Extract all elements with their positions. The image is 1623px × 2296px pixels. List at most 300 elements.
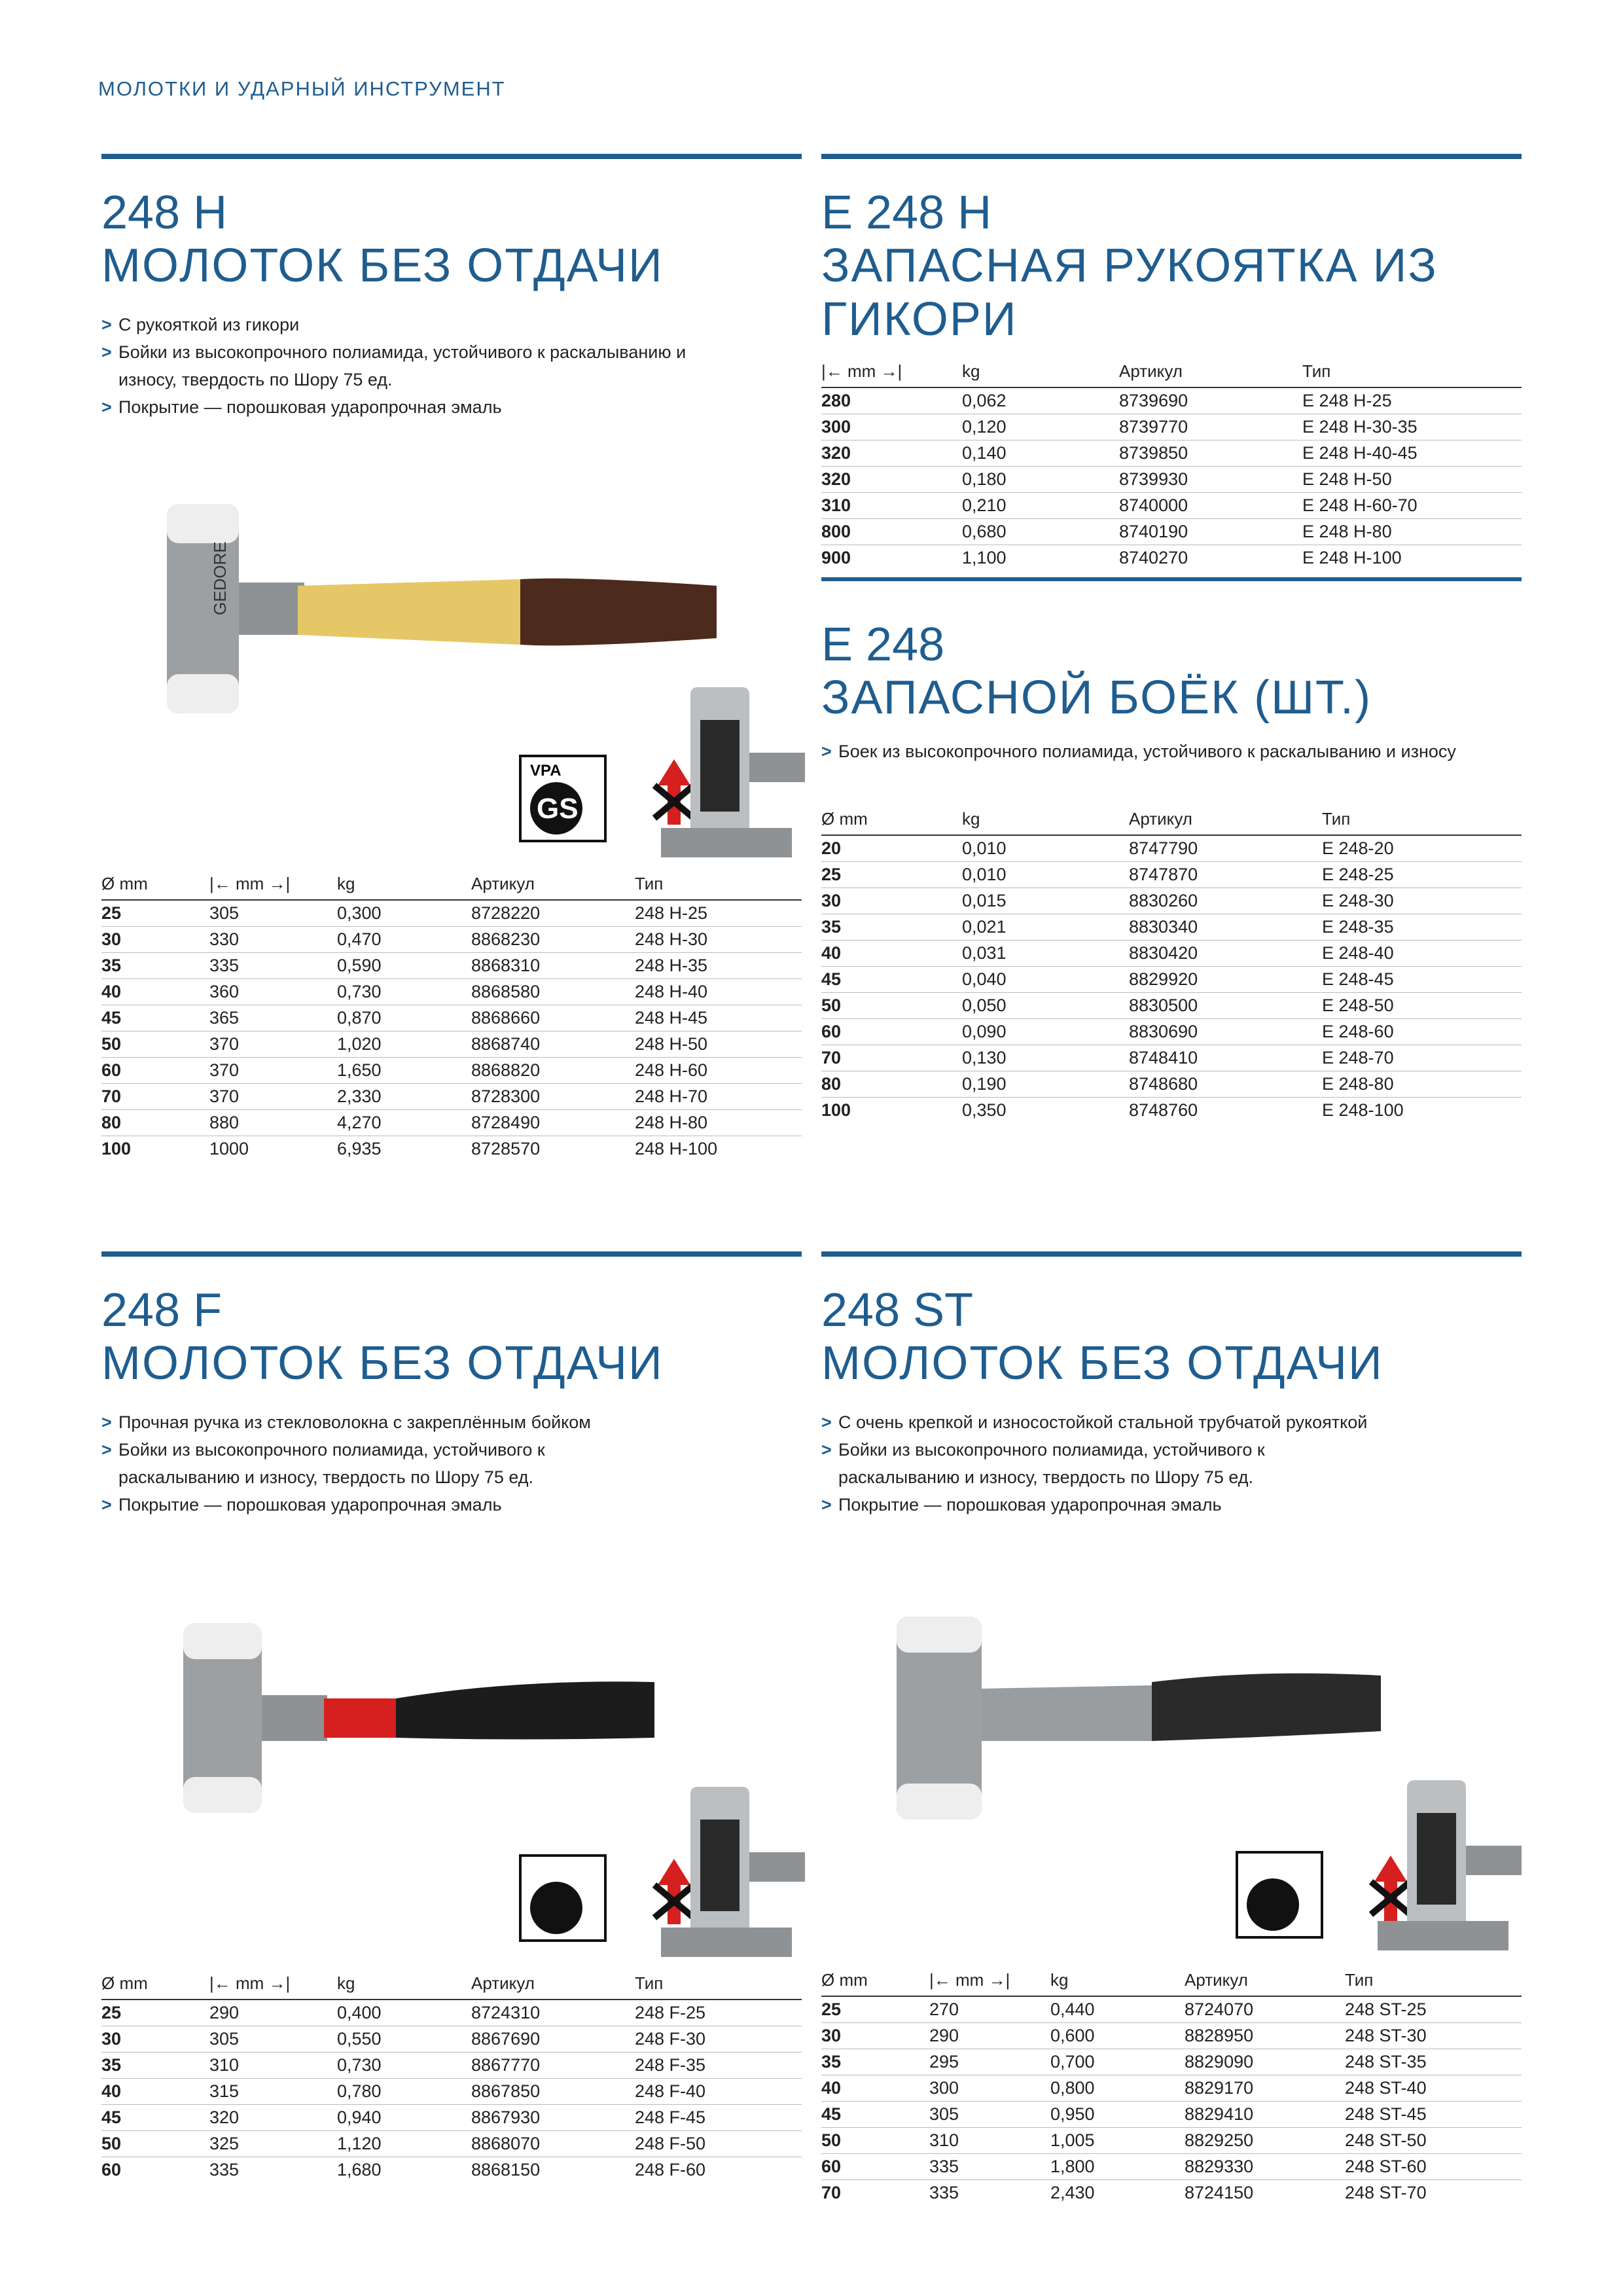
product-title: ЗАПАСНАЯ РУКОЯТКА ИЗ <box>821 240 1438 292</box>
table-cell: 30 <box>821 2023 929 2049</box>
table-cell: 8868660 <box>471 1005 635 1031</box>
gs-certification-icon <box>517 753 609 844</box>
table-cell: 248 H-80 <box>635 1110 802 1136</box>
table-cell: 0,180 <box>962 467 1119 493</box>
table-cell: 305 <box>209 2026 337 2053</box>
table-cell: 8748680 <box>1129 1071 1322 1098</box>
feature-list <box>101 311 802 421</box>
table-cell: E 248-25 <box>1322 862 1522 888</box>
table-cell: 248 H-45 <box>635 1005 802 1031</box>
product-code: 248 F <box>101 1284 223 1336</box>
table-cell: E 248-70 <box>1322 1045 1522 1071</box>
table-cell: 248 H-70 <box>635 1084 802 1110</box>
table-row <box>101 2157 802 2183</box>
spec-table <box>101 1970 802 2183</box>
table-cell: 280 <box>821 387 962 414</box>
table-cell: 8724310 <box>471 2000 635 2026</box>
table-cell: 325 <box>209 2131 337 2157</box>
table-cell: 60 <box>101 1058 209 1084</box>
col-diameter: Ø mm <box>101 1970 209 2000</box>
table-cell: 360 <box>209 979 337 1005</box>
table-cell: 248 ST-30 <box>1345 2023 1522 2049</box>
table-cell: 70 <box>821 2183 842 2202</box>
table-cell: 370 <box>209 1031 337 1058</box>
table-cell: 35 <box>821 914 962 941</box>
col-diameter: Ø mm <box>821 806 962 835</box>
table-cell: 248 ST-70 <box>1345 2183 1427 2202</box>
table-cell: E 248-60 <box>1322 1019 1522 1045</box>
table-cell: 248 F-50 <box>635 2131 802 2157</box>
table-row <box>821 440 1522 467</box>
table-248f <box>101 1970 802 2183</box>
section-e248 <box>821 619 1522 1123</box>
spec-table <box>101 870 802 1162</box>
table-cell: 310 <box>209 2053 337 2079</box>
table-cell: 8868820 <box>471 1058 635 1084</box>
table-cell: E 248-35 <box>1322 914 1522 941</box>
table-cell: E 248 H-25 <box>1302 387 1522 414</box>
table-cell: 8728300 <box>471 1084 635 1110</box>
table-cell: 2,430 <box>1050 2183 1095 2202</box>
table-row <box>821 914 1522 941</box>
product-code: 248 ST <box>821 1284 974 1336</box>
table-cell: 0,600 <box>1050 2023 1185 2049</box>
table-row <box>821 967 1522 993</box>
table-cell: 8829330 <box>1185 2154 1345 2180</box>
table-cell: E 248 H-80 <box>1302 519 1522 545</box>
table-cell: 1,020 <box>337 1031 471 1058</box>
table-cell: 8868230 <box>471 927 635 953</box>
table-cell: 310 <box>821 493 962 519</box>
table-cell: 70 <box>821 1045 962 1071</box>
table-cell: 8867850 <box>471 2079 635 2105</box>
table-cell: 335 <box>209 953 337 979</box>
table-cell: 8830690 <box>1129 1019 1322 1045</box>
table-cell: 45 <box>821 967 962 993</box>
section-rule <box>101 1251 802 1257</box>
col-diameter: Ø mm <box>821 1967 929 1996</box>
table-cell: 290 <box>929 2023 1050 2049</box>
table-cell: 30 <box>101 2026 209 2053</box>
table-cell: 0,550 <box>337 2026 471 2053</box>
table-cell: 8829250 <box>1185 2128 1345 2154</box>
table-cell: 100 <box>821 1100 851 1120</box>
table-row <box>101 2105 802 2131</box>
product-title-line2: ГИКОРИ <box>821 293 1018 346</box>
table-cell: 8740190 <box>1119 519 1302 545</box>
col-weight: kg <box>337 1970 471 2000</box>
table-row <box>101 1136 802 1162</box>
table-cell: 25 <box>101 900 209 927</box>
table-row <box>821 835 1522 862</box>
table-cell: 0,730 <box>337 979 471 1005</box>
table-cell: 330 <box>209 927 337 953</box>
section-rule <box>821 154 1522 159</box>
col-weight: kg <box>962 358 1119 387</box>
hammer-248h-image <box>154 497 730 720</box>
col-type: Тип <box>1322 806 1522 835</box>
table-cell: E 248-80 <box>1322 1071 1522 1098</box>
table-row <box>101 1031 802 1058</box>
table-cell: 320 <box>821 467 962 493</box>
table-cell: 8830420 <box>1129 941 1322 967</box>
gs-certification-icon <box>517 1852 609 1944</box>
table-cell: 8829090 <box>1185 2049 1345 2075</box>
table-cell: 50 <box>821 2128 929 2154</box>
col-weight: kg <box>962 806 1129 835</box>
table-cell: 8867930 <box>471 2105 635 2131</box>
table-cell: 320 <box>209 2105 337 2131</box>
table-cell: 248 H-40 <box>635 979 802 1005</box>
table-cell: 1,800 <box>1050 2154 1185 2180</box>
table-cell: 320 <box>821 440 962 467</box>
table-cell: 40 <box>821 2075 929 2102</box>
table-row <box>101 2026 802 2053</box>
table-cell: 25 <box>821 1996 929 2023</box>
table-cell: 30 <box>821 888 962 914</box>
table-cell: 300 <box>821 414 962 440</box>
table-cell: 35 <box>821 2049 929 2075</box>
col-type: Тип <box>635 870 802 900</box>
table-cell: 365 <box>209 1005 337 1031</box>
table-cell: 248 F-25 <box>635 2000 802 2026</box>
feature-item: > Прочная ручка из стекловолокна с закреплённым бойком <box>101 1408 802 1436</box>
feature-item: > Бойки из высокопрочного полиамида, устойчивого к раскалыванию и износу, твердость по Шору 75 ед. <box>101 1436 629 1491</box>
table-cell: 248 F-35 <box>635 2053 802 2079</box>
table-cell: E 248-30 <box>1322 888 1522 914</box>
spec-table <box>821 806 1522 1123</box>
col-article: Артикул <box>1119 358 1302 387</box>
table-cell: 335 <box>209 2160 240 2179</box>
section-248st <box>821 1251 1522 1518</box>
col-article: Артикул <box>471 1970 635 2000</box>
table-cell: 8740270 <box>1119 548 1188 567</box>
table-cell: 8739930 <box>1119 467 1302 493</box>
table-cell: 0,190 <box>962 1071 1129 1098</box>
product-title: МОЛОТОК БЕЗ ОТДАЧИ <box>101 1337 664 1390</box>
table-cell: 295 <box>929 2049 1050 2075</box>
table-cell: 8724070 <box>1185 1996 1345 2023</box>
col-diameter: Ø mm <box>101 870 209 900</box>
table-cell: 8728570 <box>471 1139 541 1158</box>
table-cell: 248 ST-40 <box>1345 2075 1522 2102</box>
table-cell: 0,800 <box>1050 2075 1185 2102</box>
col-type: Тип <box>1302 358 1522 387</box>
table-248h <box>101 870 802 1162</box>
table-cell: 0,021 <box>962 914 1129 941</box>
table-cell: 1,650 <box>337 1058 471 1084</box>
table-cell: 8868070 <box>471 2131 635 2157</box>
table-cell: 2,330 <box>337 1084 471 1110</box>
table-cell: 0,780 <box>337 2079 471 2105</box>
table-cell: 0,015 <box>962 888 1129 914</box>
table-cell: 8724150 <box>1185 2183 1254 2202</box>
feature-item: > Бойки из высокопрочного полиамида, устойчивого к раскалыванию и износу, твердость по Шору 75 ед. <box>101 338 721 393</box>
table-row <box>821 1019 1522 1045</box>
table-row <box>821 2023 1522 2049</box>
table-cell: 8868740 <box>471 1031 635 1058</box>
table-row <box>101 2000 802 2026</box>
shot-filled-head-icon <box>654 1780 805 1957</box>
col-article: Артикул <box>471 870 635 900</box>
feature-item: > Боек из высокопрочного полиамида, устойчивого к раскалыванию и износу <box>821 738 1522 765</box>
table-cell: 248 F-30 <box>635 2026 802 2053</box>
table-cell: 0,120 <box>962 414 1119 440</box>
feature-item: > Бойки из высокопрочного полиамида, устойчивого к раскалыванию и износу, твердость по Шору 75 ед. <box>821 1436 1362 1491</box>
shot-filled-head-icon <box>654 681 805 857</box>
table-cell: 6,935 <box>337 1139 382 1158</box>
section-248h <box>101 154 802 421</box>
table-cell: 0,950 <box>1050 2102 1185 2128</box>
hammer-248st-image <box>890 1610 1387 1826</box>
section-rule <box>821 1251 1522 1257</box>
product-code: E 248 H <box>821 187 992 239</box>
table-cell: E 248-40 <box>1322 941 1522 967</box>
col-length: |← mm →| <box>209 1970 337 2000</box>
product-code: E 248 <box>821 619 945 671</box>
table-row <box>821 1071 1522 1098</box>
gs-certification-icon <box>1234 1849 1325 1941</box>
table-cell: 248 H-25 <box>635 900 802 927</box>
table-row <box>821 862 1522 888</box>
table-cell: 80 <box>101 1110 209 1136</box>
table-cell: 40 <box>101 979 209 1005</box>
table-cell: 248 ST-50 <box>1345 2128 1522 2154</box>
feature-item: > С очень крепкой и износостойкой стальной трубчатой рукояткой <box>821 1408 1522 1436</box>
table-cell: 1000 <box>209 1139 249 1158</box>
table-cell: 80 <box>821 1071 962 1098</box>
svg-text:GS: GS <box>537 793 579 825</box>
table-cell: 35 <box>101 953 209 979</box>
spec-table <box>821 1967 1522 2206</box>
table-cell: 8829920 <box>1129 967 1322 993</box>
table-row <box>821 545 1522 571</box>
table-cell: 8829170 <box>1185 2075 1345 2102</box>
table-cell: 310 <box>929 2128 1050 2154</box>
table-cell: 248 F-60 <box>635 2160 706 2179</box>
table-cell: 0,590 <box>337 953 471 979</box>
product-code: 248 H <box>101 187 228 239</box>
table-cell: 248 H-60 <box>635 1058 802 1084</box>
table-cell: 248 H-50 <box>635 1031 802 1058</box>
table-cell: 0,730 <box>337 2053 471 2079</box>
col-weight: kg <box>337 870 471 900</box>
table-cell: 0,440 <box>1050 1996 1185 2023</box>
table-cell: 45 <box>821 2102 929 2128</box>
table-row <box>821 888 1522 914</box>
section-rule-bottom <box>821 577 1522 581</box>
table-cell: 290 <box>209 2000 337 2026</box>
col-length: |← mm →| <box>821 358 962 387</box>
col-length: |← mm →| <box>929 1967 1050 1996</box>
table-row <box>821 1045 1522 1071</box>
table-cell: 1,120 <box>337 2131 471 2157</box>
table-cell: 0,940 <box>337 2105 471 2131</box>
table-cell: 45 <box>101 1005 209 1031</box>
col-weight: kg <box>1050 1967 1185 1996</box>
table-cell: 0,210 <box>962 493 1119 519</box>
table-cell: 8739850 <box>1119 440 1302 467</box>
table-row <box>101 2053 802 2079</box>
table-row <box>821 2154 1522 2180</box>
table-cell: 8830260 <box>1129 888 1322 914</box>
table-cell: 1,005 <box>1050 2128 1185 2154</box>
table-cell: E 248-45 <box>1322 967 1522 993</box>
feature-item: > Покрытие — порошковая ударопрочная эмаль <box>101 1491 802 1518</box>
table-row <box>821 2075 1522 2102</box>
table-cell: 248 ST-25 <box>1345 1996 1522 2023</box>
table-cell: 0,470 <box>337 927 471 953</box>
table-cell: E 248 H-100 <box>1302 548 1402 567</box>
table-row <box>821 493 1522 519</box>
table-cell: 370 <box>209 1058 337 1084</box>
feature-item: > Покрытие — порошковая ударопрочная эмаль <box>101 393 802 421</box>
shot-filled-head-icon <box>1371 1774 1522 1950</box>
brand-label: GEDORE <box>210 541 230 615</box>
product-title: ЗАПАСНОЙ БОЁК (ШТ.) <box>821 672 1372 724</box>
table-cell: 315 <box>209 2079 337 2105</box>
table-cell: 35 <box>101 2053 209 2079</box>
feature-list <box>821 1408 1522 1518</box>
table-cell: 0,140 <box>962 440 1119 467</box>
table-cell: 8829410 <box>1185 2102 1345 2128</box>
section-e248h <box>821 154 1522 581</box>
table-row <box>821 1098 1522 1124</box>
col-article: Артикул <box>1185 1967 1345 1996</box>
table-cell: 8740000 <box>1119 493 1302 519</box>
table-cell: 248 H-35 <box>635 953 802 979</box>
table-cell: 0,062 <box>962 387 1119 414</box>
table-row <box>101 1084 802 1110</box>
table-row <box>821 2102 1522 2128</box>
product-title: МОЛОТОК БЕЗ ОТДАЧИ <box>821 1337 1383 1390</box>
table-cell: E 248 H-30-35 <box>1302 414 1522 440</box>
table-cell: 300 <box>929 2075 1050 2102</box>
col-article: Артикул <box>1129 806 1322 835</box>
table-cell: 25 <box>821 862 962 888</box>
table-cell: 50 <box>821 993 962 1019</box>
table-cell: 8868580 <box>471 979 635 1005</box>
table-row <box>821 2128 1522 2154</box>
table-row <box>101 953 802 979</box>
table-row <box>821 1996 1522 2023</box>
table-cell: 8728220 <box>471 900 635 927</box>
col-type: Тип <box>635 1970 802 2000</box>
table-cell: 8739770 <box>1119 414 1302 440</box>
table-cell: 0,700 <box>1050 2049 1185 2075</box>
table-cell: 8830500 <box>1129 993 1322 1019</box>
section-rule <box>101 154 802 159</box>
table-cell: 8748410 <box>1129 1045 1322 1071</box>
table-cell: 880 <box>209 1110 337 1136</box>
table-row <box>101 979 802 1005</box>
table-cell: 25 <box>101 2000 209 2026</box>
table-cell: 335 <box>929 2154 1050 2180</box>
table-cell: 0,010 <box>962 835 1129 862</box>
feature-list <box>821 738 1522 765</box>
table-cell: 248 H-30 <box>635 927 802 953</box>
table-cell: 0,040 <box>962 967 1129 993</box>
table-cell: 8728490 <box>471 1110 635 1136</box>
table-row <box>821 941 1522 967</box>
table-cell: 30 <box>101 927 209 953</box>
table-row <box>101 1110 802 1136</box>
table-row <box>821 387 1522 414</box>
table-cell: 70 <box>101 1084 209 1110</box>
table-cell: 0,870 <box>337 1005 471 1031</box>
svg-text:VPA: VPA <box>530 762 562 780</box>
table-cell: 800 <box>821 519 962 545</box>
table-row <box>821 2180 1522 2206</box>
table-row <box>821 2049 1522 2075</box>
table-cell: E 248 H-40-45 <box>1302 440 1522 467</box>
table-cell: 248 F-40 <box>635 2079 802 2105</box>
col-length: |← mm →| <box>209 870 337 900</box>
table-cell: 370 <box>209 1084 337 1110</box>
table-cell: 0,300 <box>337 900 471 927</box>
table-cell: 8747790 <box>1129 835 1322 862</box>
table-cell: 8868150 <box>471 2160 541 2179</box>
table-cell: 8868310 <box>471 953 635 979</box>
table-cell: 1,680 <box>337 2160 382 2179</box>
table-cell: 0,090 <box>962 1019 1129 1045</box>
table-cell: 40 <box>101 2079 209 2105</box>
spec-table <box>821 358 1522 571</box>
table-cell: 0,050 <box>962 993 1129 1019</box>
feature-list <box>101 1408 802 1518</box>
table-cell: 248 ST-35 <box>1345 2049 1522 2075</box>
table-cell: 50 <box>101 2131 209 2157</box>
table-cell: 248 F-45 <box>635 2105 802 2131</box>
table-cell: 305 <box>209 900 337 927</box>
table-row <box>101 2079 802 2105</box>
table-cell: 8748760 <box>1129 1100 1198 1120</box>
table-cell: 8739690 <box>1119 387 1302 414</box>
table-cell: 0,010 <box>962 862 1129 888</box>
page-category-header: МОЛОТКИ И УДАРНЫЙ ИНСТРУМЕНТ <box>98 77 506 100</box>
table-248st <box>821 1967 1522 2206</box>
table-cell: 270 <box>929 1996 1050 2023</box>
table-cell: 248 ST-45 <box>1345 2102 1522 2128</box>
table-cell: 0,130 <box>962 1045 1129 1071</box>
table-cell: 900 <box>821 548 851 567</box>
table-cell: E 248-20 <box>1322 835 1522 862</box>
table-cell: E 248 H-60-70 <box>1302 493 1522 519</box>
col-type: Тип <box>1345 1967 1522 1996</box>
table-cell: 305 <box>929 2102 1050 2128</box>
table-cell: 0,350 <box>962 1100 1007 1120</box>
table-cell: 50 <box>101 1031 209 1058</box>
table-cell: 60 <box>821 2154 929 2180</box>
hammer-248f-image <box>177 1617 661 1820</box>
table-row <box>821 993 1522 1019</box>
feature-item: > С рукояткой из гикори <box>101 311 802 338</box>
table-row <box>101 1058 802 1084</box>
table-row <box>821 414 1522 440</box>
table-cell: 8747870 <box>1129 862 1322 888</box>
table-row <box>101 1005 802 1031</box>
table-cell: E 248-100 <box>1322 1100 1404 1120</box>
table-cell: 40 <box>821 941 962 967</box>
table-cell: 248 ST-60 <box>1345 2154 1522 2180</box>
table-row <box>821 519 1522 545</box>
table-cell: 8828950 <box>1185 2023 1345 2049</box>
table-cell: 0,031 <box>962 941 1129 967</box>
table-cell: 8830340 <box>1129 914 1322 941</box>
product-title: МОЛОТОК БЕЗ ОТДАЧИ <box>101 240 664 292</box>
table-cell: 60 <box>101 2160 122 2179</box>
table-cell: 248 H-100 <box>635 1139 718 1158</box>
